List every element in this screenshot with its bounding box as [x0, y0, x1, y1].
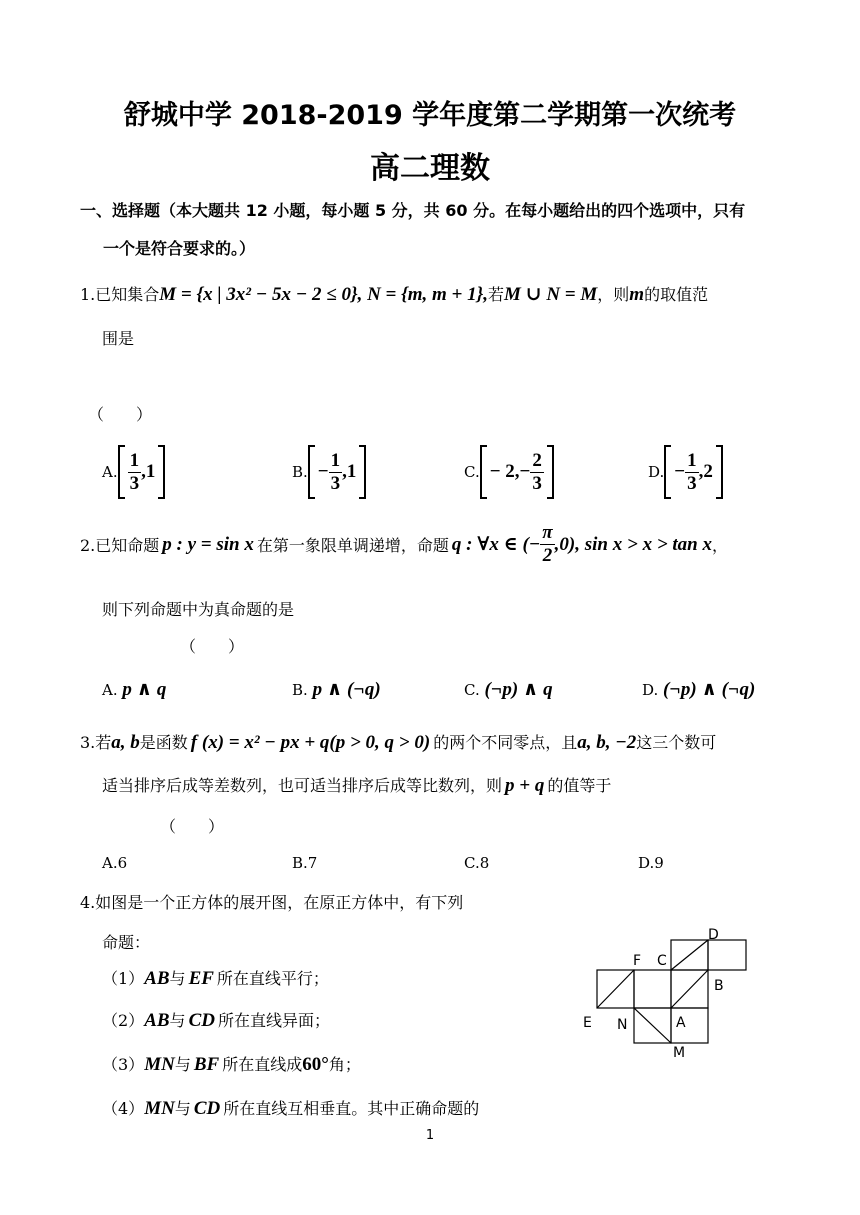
label-m: M: [673, 1045, 686, 1061]
q1-set-definition: M = {x | 3x² − 5x − 2 ≤ 0}, N = {m, m + 1},: [159, 284, 488, 305]
q1-option-c-num: 2: [532, 449, 542, 471]
page-title: 舒城中学 2018-2019 学年度第二学期第一次统考: [123, 100, 737, 131]
page-number: 1: [425, 1128, 435, 1143]
diagonal-nm: [634, 1008, 671, 1043]
question-4-line2: 命题：: [102, 933, 151, 952]
q4-item-2: [102, 1008, 330, 1032]
q4-item-1-t2: 所在直线平行；: [216, 969, 329, 988]
section-heading-line1: 一、选择题（本大题共 12 小题，每小题 5 分，共 60 分。在每小题给出的四个选项中，只有: [80, 201, 746, 220]
q4-item-3: [102, 1052, 361, 1076]
label-c: C: [657, 953, 667, 969]
q3-line2b: 的值等于: [547, 776, 612, 795]
q4-item-4-m1: MN: [144, 1098, 175, 1119]
q2-option-a[interactable]: [102, 678, 166, 701]
q3-option-c[interactable]: C.8: [464, 854, 490, 872]
q1-option-d-num: 1: [687, 449, 697, 471]
q1-option-d-left: −: [674, 461, 686, 482]
q1-option-d-right: ,2: [698, 461, 713, 482]
label-e: E: [583, 1015, 592, 1031]
question-1-line2: 围是: [102, 329, 135, 348]
q1-option-c[interactable]: [464, 445, 554, 499]
label-f: F: [633, 953, 642, 969]
q2-option-b-expr: p ∧ (¬q): [312, 679, 381, 700]
q1-prefix: 1.已知集合: [80, 285, 160, 304]
q4-item-4-t2: 所在直线互相垂直。其中正确命题的: [223, 1099, 480, 1118]
q2-two: 2: [542, 545, 553, 566]
diagonal-ab: [671, 970, 708, 1008]
q1-option-b[interactable]: [292, 445, 366, 499]
q1-mid2: ，则: [597, 285, 630, 304]
question-2-line2: 则下列命题中为真命题的是: [102, 600, 295, 619]
q4-item-3-m1: MN: [144, 1054, 175, 1075]
q1-option-a[interactable]: [102, 445, 165, 499]
q4-item-1: [102, 966, 329, 990]
q1-option-a-label: A.: [102, 463, 118, 481]
q1-option-d[interactable]: [648, 445, 723, 499]
q4-item-3-num: （3）: [102, 1055, 145, 1074]
q1-option-a-den: 3: [129, 472, 140, 494]
q4-item-2-m1: AB: [144, 1010, 170, 1031]
q2-proposition-q-end: ,0), sin x > x > tan x: [554, 533, 712, 555]
q4-item-4-t1: 与: [174, 1099, 191, 1118]
q3-function: f (x) = x² − px + q(p > 0, q > 0): [190, 732, 431, 753]
q1-option-c-label: C.: [464, 463, 480, 481]
q2-proposition-p: p : y = sin x: [162, 533, 254, 555]
q4-item-3-m3: 60°: [302, 1054, 329, 1075]
q2-option-c[interactable]: [464, 678, 553, 701]
q4-item-1-m2: EF: [188, 968, 214, 989]
q1-option-b-num: 1: [330, 449, 341, 471]
q1-option-c-left: − 2,−: [489, 461, 531, 482]
q1-option-a-num: 1: [129, 449, 140, 471]
q3-three-numbers: a, b, −2: [577, 732, 637, 753]
q1-option-b-left: −: [317, 461, 329, 482]
q1-answer-paren: （ ）: [88, 405, 153, 424]
q4-item-1-m1: AB: [144, 968, 170, 989]
q4-item-4: [102, 1096, 479, 1120]
q2-option-d[interactable]: [642, 678, 755, 701]
q1-option-a-right: ,1: [141, 461, 156, 482]
q3-option-d[interactable]: D.9: [638, 854, 664, 872]
question-1-line1: [80, 282, 708, 306]
q1-option-d-den: 3: [687, 472, 697, 494]
q2-mid: 在第一象限单调递增，命题: [256, 536, 449, 555]
question-2-line1: [80, 522, 728, 567]
q2-option-b-label: B.: [292, 681, 308, 699]
q2-pi: π: [542, 522, 553, 543]
q2-comma: ，: [712, 536, 729, 555]
question-4-line1: 4.如图是一个正方体的展开图，在原正方体中，有下列: [80, 893, 464, 912]
net-square-top-2: [708, 940, 746, 970]
q4-item-1-t1: 与: [169, 969, 186, 988]
q2-answer-paren: （ ）: [180, 637, 245, 656]
q1-option-d-label: D.: [648, 463, 665, 481]
q4-item-2-num: （2）: [102, 1011, 145, 1030]
q3-option-b[interactable]: B.7: [292, 854, 318, 872]
q3-mid2: 的两个不同零点，且: [433, 733, 578, 752]
q3-mid1: 是函数: [139, 733, 188, 752]
q1-option-b-den: 3: [330, 472, 341, 494]
label-d: D: [708, 927, 719, 943]
q2-option-b[interactable]: [292, 678, 381, 701]
q2-prefix: 2.已知命题: [80, 536, 160, 555]
q1-variable: m: [629, 284, 645, 305]
q3-option-a[interactable]: A.6: [102, 854, 128, 872]
q1-option-c-den: 3: [532, 472, 542, 494]
q4-item-3-t1: 与: [174, 1055, 191, 1074]
label-a: A: [676, 1015, 686, 1031]
question-3-line2: [102, 773, 611, 797]
q3-answer-paren: （ ）: [160, 817, 225, 836]
diagonal-ef: [597, 970, 634, 1008]
q4-item-2-m2: CD: [188, 1010, 215, 1031]
q4-item-3-t2: 所在直线成: [222, 1055, 303, 1074]
q3-sum: p + q: [505, 775, 545, 796]
q4-item-4-num: （4）: [102, 1099, 145, 1118]
q1-option-b-right: ,1: [342, 461, 357, 482]
q4-item-2-t1: 与: [169, 1011, 186, 1030]
question-3-line1: [80, 730, 716, 754]
q2-option-d-label: D.: [642, 681, 659, 699]
section-heading-line2: 一个是符合要求的。）: [103, 239, 256, 258]
q2-option-c-expr: (¬p) ∧ q: [484, 679, 553, 700]
q4-item-3-t3: 角；: [328, 1055, 361, 1074]
q2-proposition-q-start: q : ∀x ∈ (−: [451, 534, 541, 555]
label-n: N: [617, 1017, 628, 1033]
q3-line2a: 适当排序后成等差数列，也可适当排序后成等比数列，则: [102, 776, 503, 795]
q2-option-a-expr: p ∧ q: [122, 679, 167, 700]
q4-item-3-m2: BF: [193, 1054, 220, 1075]
q3-zeros: a, b: [111, 732, 140, 753]
q2-option-d-expr: (¬p) ∧ (¬q): [663, 679, 756, 700]
net-square-mid-2: [634, 970, 671, 1008]
q4-item-2-t2: 所在直线异面；: [217, 1011, 330, 1030]
q2-option-a-label: A.: [102, 681, 118, 699]
q4-item-4-m2: CD: [193, 1098, 221, 1119]
q1-suffix: 的取值范: [644, 285, 709, 304]
diagonal-cd: [671, 940, 708, 970]
cube-net-figure: [575, 925, 765, 1065]
q1-option-b-label: B.: [292, 463, 308, 481]
q3-suffix: 这三个数可: [636, 733, 717, 752]
q1-union-condition: M ∪ N = M: [504, 284, 598, 305]
q2-option-c-label: C.: [464, 681, 480, 699]
q3-prefix: 3.若: [80, 733, 112, 752]
q1-mid: 若: [487, 285, 504, 304]
page-subtitle: 高二理数: [370, 151, 490, 186]
label-b: B: [714, 978, 724, 994]
q4-item-1-num: （1）: [102, 969, 145, 988]
